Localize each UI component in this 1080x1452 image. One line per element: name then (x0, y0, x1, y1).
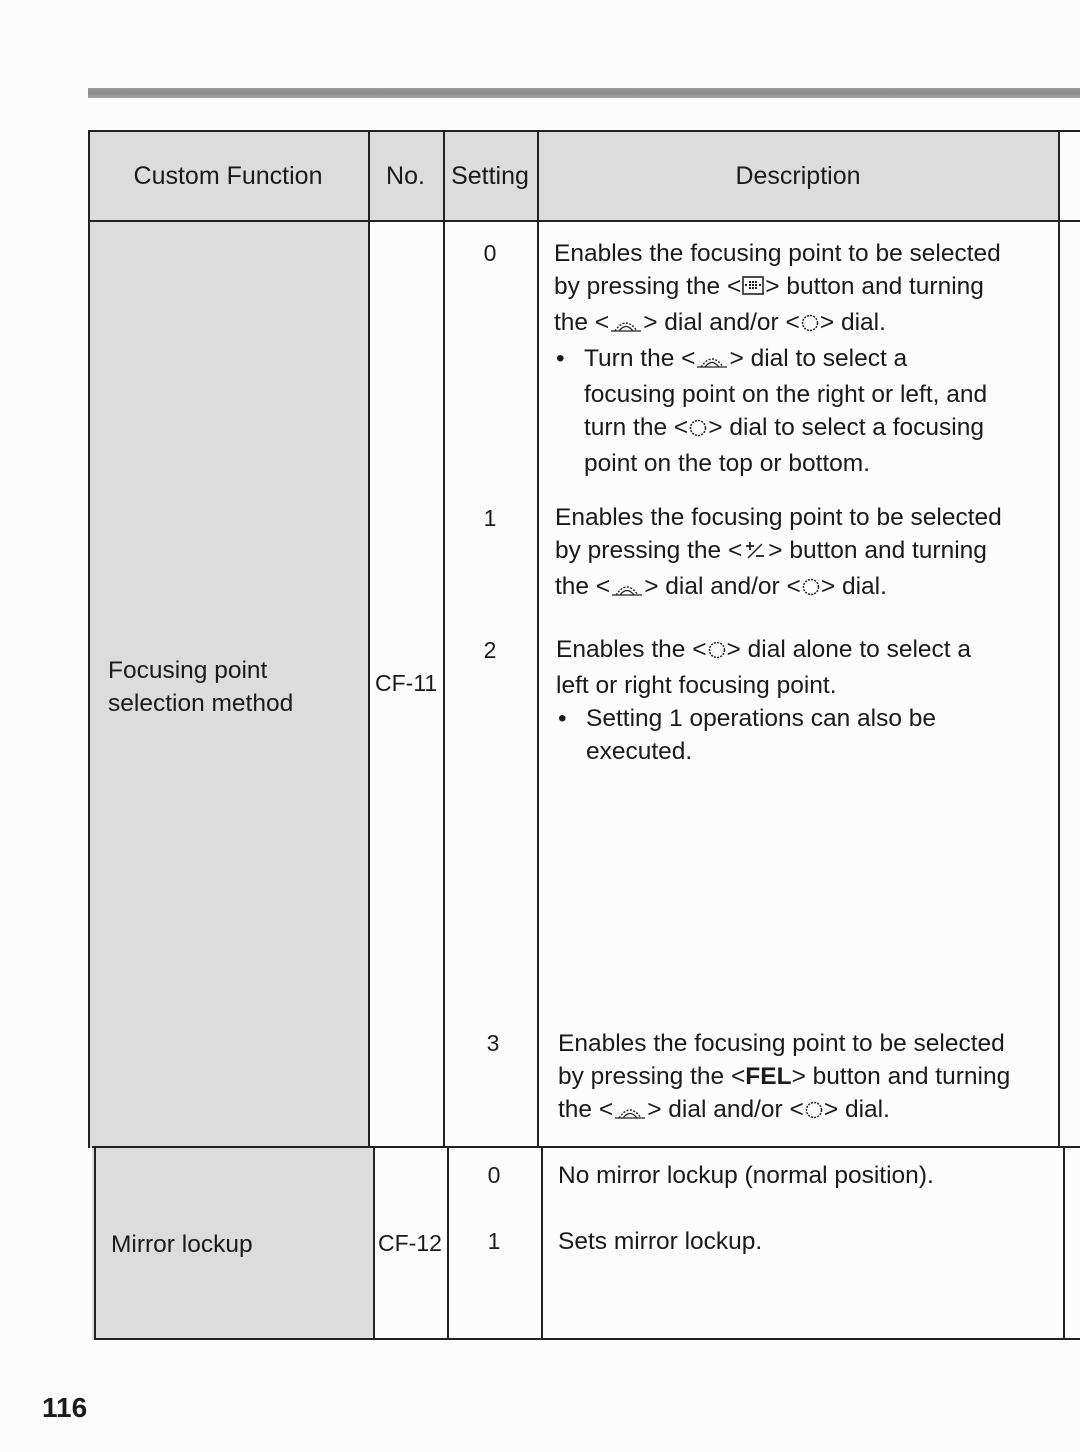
desc-text: the < (555, 573, 611, 600)
setting-value: 0 (487, 1162, 501, 1188)
column-divider-4 (1058, 130, 1060, 1148)
quick-control-dial-icon (801, 573, 821, 606)
desc-text: > dial to select a (729, 345, 908, 372)
main-dial-icon (695, 345, 729, 378)
page-number: 116 (42, 1392, 88, 1423)
table-left-border-lower (94, 1148, 96, 1340)
column-divider-1 (368, 130, 370, 1148)
function-name-cf11 (108, 654, 368, 720)
column-divider-2-lower (447, 1148, 449, 1340)
desc-line (558, 1093, 1063, 1129)
desc-text: by pressing the < (558, 1063, 746, 1090)
desc-text: the < (554, 309, 610, 336)
desc-line: Enables the focusing point to be selected (554, 240, 1001, 267)
desc-line (555, 570, 1055, 606)
description-cf12-setting-0: No mirror lockup (normal position). (558, 1162, 934, 1189)
desc-line (554, 270, 1054, 306)
description-cf11-setting-0 (554, 237, 1054, 480)
fel-button-label: FEL (745, 1063, 792, 1090)
function-number-cf11: CF-11 (375, 670, 438, 696)
description-cf11-setting-1 (555, 501, 1055, 606)
desc-text: Enables the < (556, 636, 707, 663)
table-bottom-border (94, 1338, 1080, 1340)
desc-text: by pressing the < (554, 273, 742, 300)
main-dial-icon (609, 309, 643, 342)
column-divider-2 (443, 130, 445, 1148)
custom-function-table (88, 130, 1080, 1342)
header-setting: Setting (451, 161, 529, 190)
desc-text: > dial. (823, 1096, 890, 1123)
header-bottom-border (88, 220, 1080, 222)
column-divider-1-lower (373, 1148, 375, 1340)
desc-line: executed. (586, 738, 693, 765)
main-dial-icon (613, 1096, 647, 1129)
row-divider (92, 1146, 1080, 1148)
header-no: No. (386, 161, 425, 190)
header-custom-function: Custom Function (133, 161, 323, 190)
desc-line: left or right focusing point. (556, 672, 837, 699)
table-left-border (88, 130, 90, 1148)
desc-line (558, 1060, 1063, 1093)
desc-line: Enables the focusing point to be selected (558, 1030, 1005, 1057)
bullet-dot: • (556, 345, 565, 372)
desc-text: > dial to select a focusing (708, 414, 984, 441)
column-divider-3 (537, 130, 539, 1148)
desc-text: > dial. (820, 573, 887, 600)
desc-line (556, 633, 1056, 669)
desc-line: Enables the focusing point to be selected (555, 504, 1002, 531)
setting-value: 3 (486, 1030, 500, 1056)
desc-line: focusing point on the right or left, and (584, 381, 988, 408)
setting-value: 1 (487, 1228, 501, 1254)
desc-line (584, 342, 987, 378)
desc-text: Turn the < (584, 345, 696, 372)
desc-text: > dial and/or < (643, 309, 800, 336)
description-cf12-setting-1: Sets mirror lockup. (558, 1228, 763, 1255)
function-name-line: Focusing point (108, 657, 268, 684)
desc-text: > dial. (819, 309, 886, 336)
desc-line (554, 306, 1054, 342)
setting-value: 0 (483, 240, 497, 266)
function-number-cf12: CF-12 (378, 1230, 442, 1256)
af-point-select-button-icon (741, 273, 765, 306)
bullet-dot: • (558, 705, 567, 732)
table-top-border (88, 130, 1080, 132)
main-dial-icon (610, 573, 644, 606)
desc-line: Setting 1 operations can also be (586, 705, 937, 732)
column-divider-3-lower (541, 1148, 543, 1340)
bullet-item (558, 702, 1056, 768)
exposure-compensation-button-icon (742, 537, 768, 570)
description-cf11-setting-3 (558, 1027, 1063, 1129)
desc-text: > dial and/or < (644, 573, 801, 600)
setting-value: 2 (483, 637, 497, 663)
desc-text: > dial alone to select a (726, 636, 972, 663)
desc-line: point on the top or bottom. (584, 450, 871, 477)
column-divider-4-lower (1063, 1148, 1065, 1340)
function-name-cf12: Mirror lockup (111, 1231, 253, 1258)
quick-control-dial-icon (688, 414, 708, 447)
desc-text: > button and turning (765, 273, 984, 300)
desc-text: > button and turning (768, 537, 987, 564)
top-decorative-bar (88, 88, 1080, 98)
desc-text: > dial and/or < (647, 1096, 804, 1123)
desc-text: turn the < (584, 414, 689, 441)
quick-control-dial-icon (800, 309, 820, 342)
desc-line (584, 411, 987, 447)
header-description: Description (735, 161, 861, 190)
description-cf11-setting-2 (556, 633, 1056, 768)
desc-text: the < (558, 1096, 614, 1123)
bullet-item (556, 342, 1054, 480)
setting-value: 1 (483, 505, 497, 531)
desc-text: > button and turning (791, 1063, 1011, 1090)
quick-control-dial-icon (707, 636, 727, 669)
quick-control-dial-icon (804, 1096, 824, 1129)
desc-text: by pressing the < (555, 537, 743, 564)
function-name-line: selection method (108, 690, 294, 717)
desc-line (555, 534, 1055, 570)
